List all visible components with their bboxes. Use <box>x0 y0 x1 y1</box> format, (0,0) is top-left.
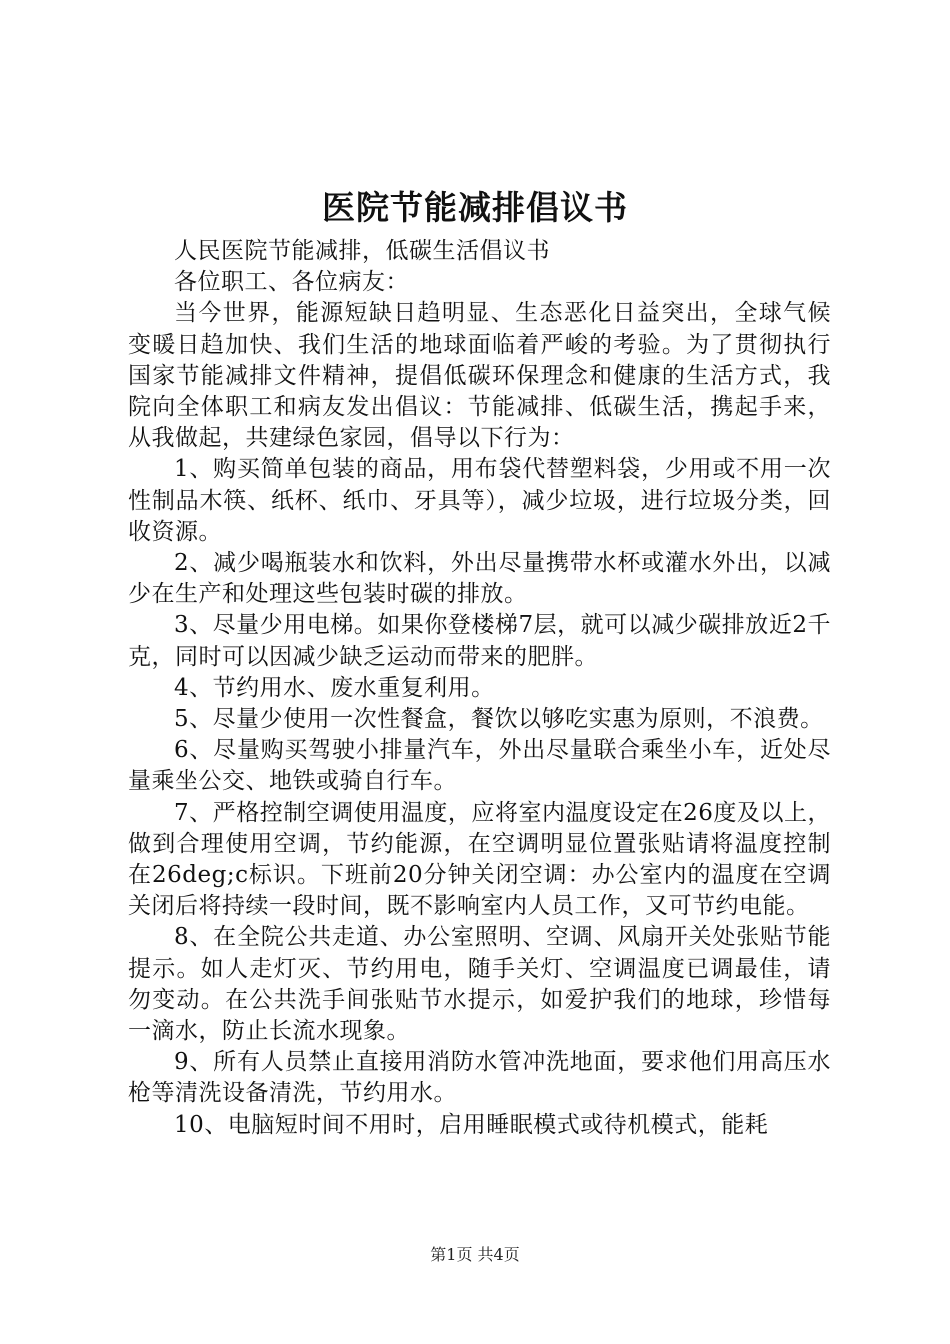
paragraph-item-8: 8、在全院公共走道、办公室照明、空调、风扇开关处张贴节能提示。如人走灯灭、节约用电，随手关灯、空调温度已调最佳，请勿变动。在公共洗手间张贴节水提示，如爱护我们的地球，珍惜每一滴水，防止长流水现象。 <box>128 924 831 1045</box>
paragraph-item-6: 6、尽量购买驾驶小排量汽车，外出尽量联合乘坐小车，近处尽量乘坐公交、地铁或骑自行车。 <box>128 737 831 795</box>
paragraph-item-7: 7、严格控制空调使用温度，应将室内温度设定在26度及以上，做到合理使用空调，节约能源，在空调明显位置张贴请将温度控制在26deg;c标识。下班前20分钟关闭空调：办公室内的温度在空调关闭后将持续一段时间，既不影响室内人员工作，又可节约电能。 <box>128 799 831 920</box>
paragraph-item-5: 5、尽量少使用一次性餐盒，餐饮以够吃实惠为原则，不浪费。 <box>174 706 824 733</box>
paragraph-item-9: 9、所有人员禁止直接用消防水管冲洗地面，要求他们用高压水枪等清洗设备清洗，节约用水。 <box>128 1049 831 1107</box>
page-footer: 第1页 共4页 <box>430 1245 520 1264</box>
paragraph-item-1: 1、购买简单包装的商品，用布袋代替塑料袋，少用或不用一次性制品木筷、纸杯、纸巾、牙具等），减少垃圾，进行垃圾分类，回收资源。 <box>128 456 831 545</box>
paragraph-item-4: 4、节约用水、废水重复利用。 <box>174 674 495 701</box>
paragraph-subtitle: 人民医院节能减排，低碳生活倡议书 <box>174 238 550 264</box>
paragraph-item-3: 3、尽量少用电梯。如果你登楼梯7层，就可以减少碳排放近2千克，同时可以因减少缺乏运动而带来的肥胖。 <box>128 612 831 670</box>
paragraph-item-2: 2、减少喝瓶装水和饮料，外出尽量携带水杯或灌水外出，以减少在生产和处理这些包装时碳的排放。 <box>128 550 831 608</box>
document-body <box>128 236 831 1141</box>
paragraph-item-10: 10、电脑短时间不用时，启用睡眠模式或待机模式，能耗 <box>174 1111 769 1138</box>
paragraph-salutation: 各位职工、各位病友： <box>174 269 409 296</box>
paragraph-intro: 当今世界，能源短缺日趋明显、生态恶化日益突出，全球气候变暖日趋加快、我们生活的地球面临着严峻的考验。为了贯彻执行国家节能减排文件精神，提倡低碳环保理念和健康的生活方式，我院向全体职工和病友发出倡议：节能减排、低碳生活，携起手来，从我做起，共建绿色家园，倡导以下行为： <box>128 300 831 452</box>
document-title: 医院节能减排倡议书 <box>322 188 628 227</box>
